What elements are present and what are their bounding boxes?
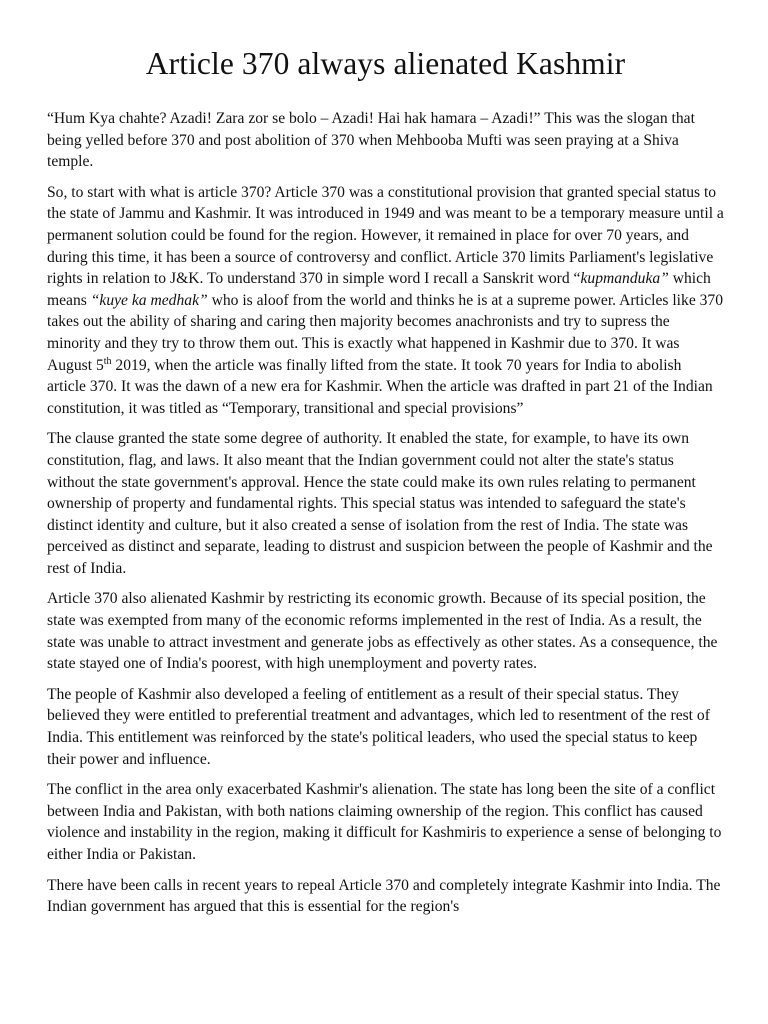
paragraph-3: The clause granted the state some degree of authority. It enabled the state, for example, to have its own constitution, flag, and laws. It also meant that the Indian government could not alter the state's status without the state government's approval. Hence the state could make its own rules relating to permanent ownership of property and fundamental rights. This special status was intended to safeguard the state's distinct identity and culture, but it also created a sense of isolation from the rest of India. The state was perceived as distinct and separate, leading to distrust and suspicion between the people of Kashmir and the rest of India. — [47, 430, 713, 577]
document-body — [47, 108, 724, 918]
paragraph-2 — [47, 182, 724, 420]
paragraph-1: “Hum Kya chahte? Azadi! Zara zor se bolo – Azadi! Hai hak hamara – Azadi!” This was the slogan that being yelled before 370 and post abolition of 370 when Mehbooba Mufti was seen praying at a Shiva temple. — [47, 110, 695, 171]
paragraph-6: The conflict in the area only exacerbated Kashmir's alienation. The state has long been the site of a conflict between India and Pakistan, with both nations claiming ownership of the region. This conflict has caused violence and instability in the region, making it difficult for Kashmiris to experience a sense of belonging to either India or Pakistan. — [47, 781, 722, 863]
document-title: Article 370 always alienated Kashmir — [145, 46, 626, 81]
paragraph-5: The people of Kashmir also developed a feeling of entitlement as a result of their special status. They believed they were entitled to preferential treatment and advantages, which led to resentment of the rest of India. This entitlement was reinforced by the state's political leaders, who used the special status to keep their power and influence. — [47, 685, 710, 768]
paragraph-2-text-a: So, to start with what is article 370? Article 370 was a constitutional provision that granted special status to the state of Jammu and Kashmir. It was introduced in 1949 and was meant to be a temporary measure until a permanent solution could be found for the region. However, it remained in place for over 70 years, and during this time, it has been a source of controversy and conflict. Article 370 limits Parliament's legislative rights in relation to J&K. To understand 370 in simple word I recall a Sanskrit word “ — [47, 183, 724, 288]
paragraph-2-text-f: 2019, when the article was finally lifted from the state. It took 70 years for India to abolish article 370. It was the dawn of a new era for Kashmir. When the article was drafted in part 21 of the Indian constitution, it was titled as “Temporary, transitional and special provisions” — [47, 356, 713, 417]
paragraph-2-sanskrit-word: kupmanduka” — [580, 270, 669, 288]
paragraph-2-text-c: which means — [47, 270, 711, 309]
paragraph-2-hindi-phrase: “kuye ka medhak” — [90, 291, 208, 309]
paragraph-2-ordinal-suffix: th — [103, 355, 112, 367]
paragraph-4: Article 370 also alienated Kashmir by restricting its economic growth. Because of its special position, the state was exempted from many of the economic reforms implemented in the rest of India. As a result, the state was unable to attract investment and generate jobs as effectively as other states. As a consequence, the state stayed one of India's poorest, with high unemployment and poverty rates. — [47, 590, 718, 673]
paragraph-7: There have been calls in recent years to repeal Article 370 and completely integrate Kashmir into India. The Indian government has argued that this is essential for the region's — [47, 876, 721, 916]
paragraph-2-text-e: who is aloof from the world and thinks he is at a supreme power. Articles like 370 takes out the ability of sharing and caring then majority becomes anachronists and try to supress the minority and they try to throw them out. This is exactly what happened in Kashmir due to 370. It was August 5 — [47, 291, 724, 374]
